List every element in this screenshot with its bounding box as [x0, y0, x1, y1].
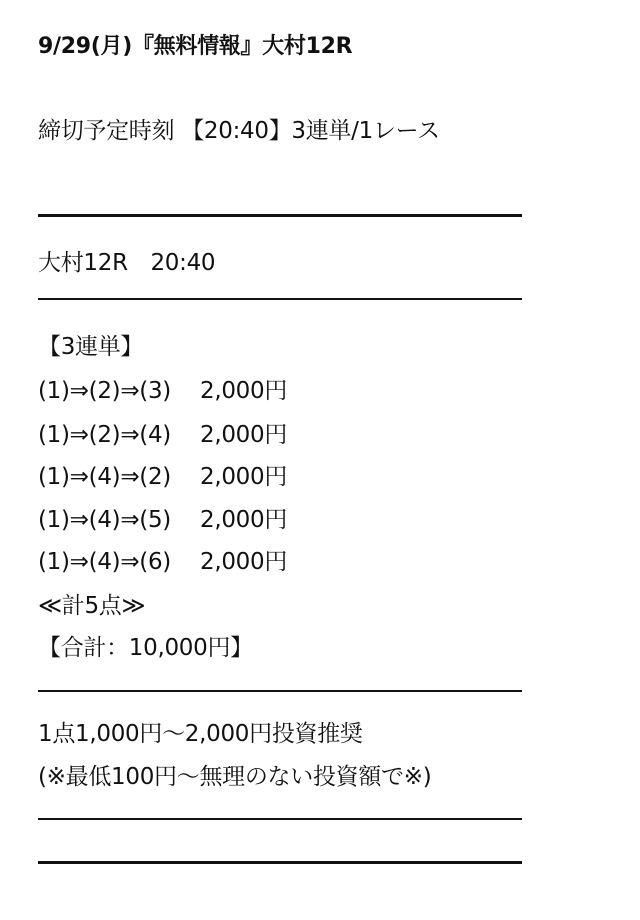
race-info: 大村12R 20:40: [38, 250, 216, 276]
bet-amount: 2,000円: [200, 507, 288, 533]
bet-amount: 2,000円: [200, 464, 288, 490]
bet-combo: (1)⇒(4)⇒(5): [38, 507, 171, 533]
divider: [38, 690, 522, 692]
bet-combo: (1)⇒(2)⇒(3): [38, 378, 171, 404]
divider: [38, 298, 522, 300]
bet-combo: (1)⇒(4)⇒(6): [38, 549, 171, 575]
divider: [38, 818, 522, 820]
bet-combo: (1)⇒(4)⇒(2): [38, 464, 171, 490]
deadline-text: 締切予定時刻 【20:40】3連単/1レース: [38, 118, 440, 144]
bet-amount: 2,000円: [200, 378, 288, 404]
bet-row: [38, 376, 287, 406]
bet-amount: 2,000円: [200, 549, 288, 575]
bet-row: [38, 547, 287, 577]
bet-combo: (1)⇒(2)⇒(4): [38, 422, 171, 448]
total-text: 【合計：10,000円】: [38, 635, 253, 661]
divider: [38, 861, 522, 864]
page-title: 9/29(月)『無料情報』大村12R: [38, 34, 353, 59]
bet-row: [38, 505, 287, 535]
bet-row: [38, 420, 287, 450]
count-text: ≪計5点≫: [38, 593, 146, 619]
note-text: (※最低100円～無理のない投資額で※): [38, 764, 432, 790]
bet-amount: 2,000円: [200, 422, 288, 448]
bet-row: [38, 462, 287, 492]
bet-type-header: 【3連単】: [38, 334, 144, 360]
recommend-text: 1点1,000円～2,000円投資推奨: [38, 721, 363, 747]
divider: [38, 214, 522, 217]
